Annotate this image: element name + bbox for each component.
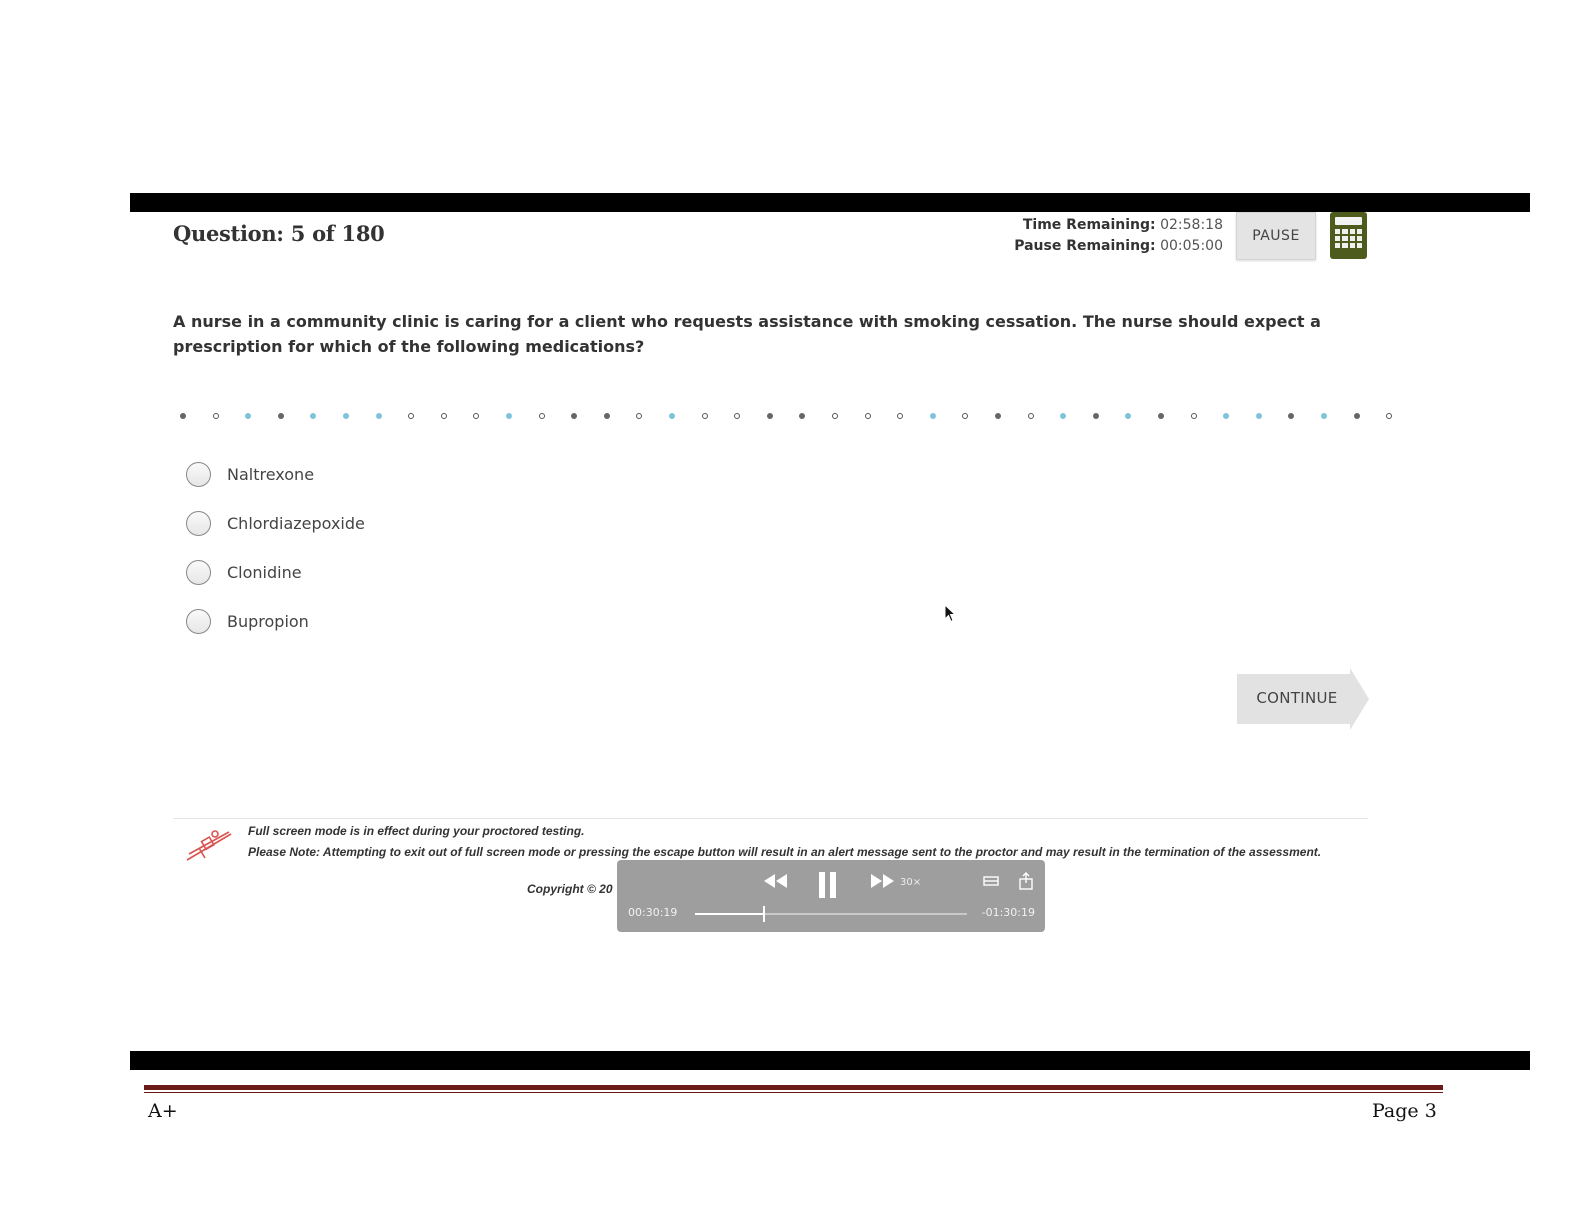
- progress-dot: [930, 413, 936, 419]
- progress-dot: [571, 413, 577, 419]
- question-text: A nurse in a community clinic is caring for a client who requests assistance with smoking cessation. The nurse should expect a prescription for which of the following medications?: [173, 312, 1321, 356]
- progress-dot: [702, 413, 708, 419]
- page-footer-left: A+: [148, 1100, 178, 1122]
- progress-dot: [506, 413, 512, 419]
- pause-icon[interactable]: [817, 872, 839, 902]
- progress-dot: [180, 413, 186, 419]
- progress-dot: [995, 413, 1001, 419]
- progress-dot: [767, 413, 773, 419]
- progress-dot: [1191, 413, 1197, 419]
- footer-divider: [173, 818, 1368, 819]
- progress-dot: [1158, 413, 1164, 419]
- answer-option-label: Bupropion: [227, 611, 309, 631]
- answer-options: [186, 460, 365, 656]
- progress-dots: [180, 413, 1360, 423]
- time-remaining-value: 02:58:18: [1160, 217, 1223, 233]
- scrub-handle[interactable]: [763, 906, 765, 922]
- picture-in-picture-icon[interactable]: [983, 872, 999, 894]
- question-counter: Question: 5 of 180: [173, 221, 385, 246]
- progress-dot: [636, 413, 642, 419]
- page-footer-rule: [144, 1085, 1443, 1090]
- mouse-cursor-icon: [944, 604, 958, 628]
- progress-dot: [213, 413, 219, 419]
- progress-dot: [1223, 413, 1229, 419]
- progress-dot: [1386, 413, 1392, 419]
- progress-dot: [1093, 413, 1099, 419]
- progress-dot: [310, 413, 316, 419]
- progress-dot: [376, 413, 382, 419]
- progress-dot: [734, 413, 740, 419]
- progress-dot: [1060, 413, 1066, 419]
- progress-dot: [799, 413, 805, 419]
- radio-button[interactable]: [186, 560, 211, 585]
- progress-dot: [343, 413, 349, 419]
- progress-dot: [539, 413, 545, 419]
- progress-dot: [278, 413, 284, 419]
- progress-dot: [1256, 413, 1262, 419]
- playback-rate[interactable]: 30×: [900, 877, 922, 888]
- progress-dot: [1321, 413, 1327, 419]
- progress-dot: [1028, 413, 1034, 419]
- scrub-progress: [695, 913, 763, 915]
- top-black-bar: [130, 193, 1530, 212]
- calculator-icon[interactable]: [1330, 212, 1367, 259]
- time-remaining-label: Time Remaining:: [1022, 217, 1156, 233]
- continue-button-label: CONTINUE: [1256, 689, 1338, 707]
- pause-remaining-value: 00:05:00: [1160, 238, 1223, 254]
- notice-line: Please Note: Attempting to exit out of full screen mode or pressing the escape button will result in an alert message sent to the proctor and may result in the termination of the assessment.: [248, 845, 1322, 859]
- answer-option[interactable]: [186, 607, 365, 635]
- video-player-controls: [617, 860, 1045, 932]
- elapsed-time: 00:30:19: [628, 906, 678, 919]
- progress-dot: [669, 413, 675, 419]
- progress-dot: [604, 413, 610, 419]
- scrub-bar[interactable]: [695, 913, 967, 915]
- no-escape-icon: [185, 828, 235, 868]
- radio-button[interactable]: [186, 609, 211, 634]
- remaining-time: -01:30:19: [981, 906, 1035, 919]
- answer-option-label: Chlordiazepoxide: [227, 513, 365, 533]
- progress-dot: [962, 413, 968, 419]
- share-icon[interactable]: [1019, 872, 1033, 894]
- time-remaining: [1014, 215, 1223, 236]
- progress-dot: [473, 413, 479, 419]
- progress-dot: [865, 413, 871, 419]
- progress-dot: [441, 413, 447, 419]
- bottom-black-bar: [130, 1051, 1530, 1070]
- page-number: Page 3: [1372, 1100, 1437, 1122]
- pause-button[interactable]: PAUSE: [1236, 212, 1316, 260]
- answer-option-label: Naltrexone: [227, 464, 315, 484]
- progress-dot: [1125, 413, 1131, 419]
- page-footer-rule-thin: [144, 1092, 1443, 1093]
- pause-remaining-label: Pause Remaining:: [1014, 238, 1156, 254]
- continue-button[interactable]: [1237, 668, 1369, 730]
- answer-option[interactable]: [186, 509, 365, 537]
- progress-dot: [1288, 413, 1294, 419]
- copyright-text: Copyright © 20: [527, 882, 613, 896]
- progress-dot: [1354, 413, 1360, 419]
- progress-dot: [832, 413, 838, 419]
- notice-line: Full screen mode is in effect during your proctored testing.: [248, 824, 585, 838]
- fast-forward-icon[interactable]: [870, 872, 896, 894]
- progress-dot: [408, 413, 414, 419]
- answer-option[interactable]: [186, 558, 365, 586]
- rewind-icon[interactable]: [763, 872, 789, 894]
- answer-option-label: Clonidine: [227, 562, 302, 582]
- progress-dot: [245, 413, 251, 419]
- radio-button[interactable]: [186, 462, 211, 487]
- answer-option[interactable]: [186, 460, 365, 488]
- timer-panel: [1014, 215, 1223, 257]
- progress-dot: [897, 413, 903, 419]
- pause-remaining: [1014, 236, 1223, 257]
- radio-button[interactable]: [186, 511, 211, 536]
